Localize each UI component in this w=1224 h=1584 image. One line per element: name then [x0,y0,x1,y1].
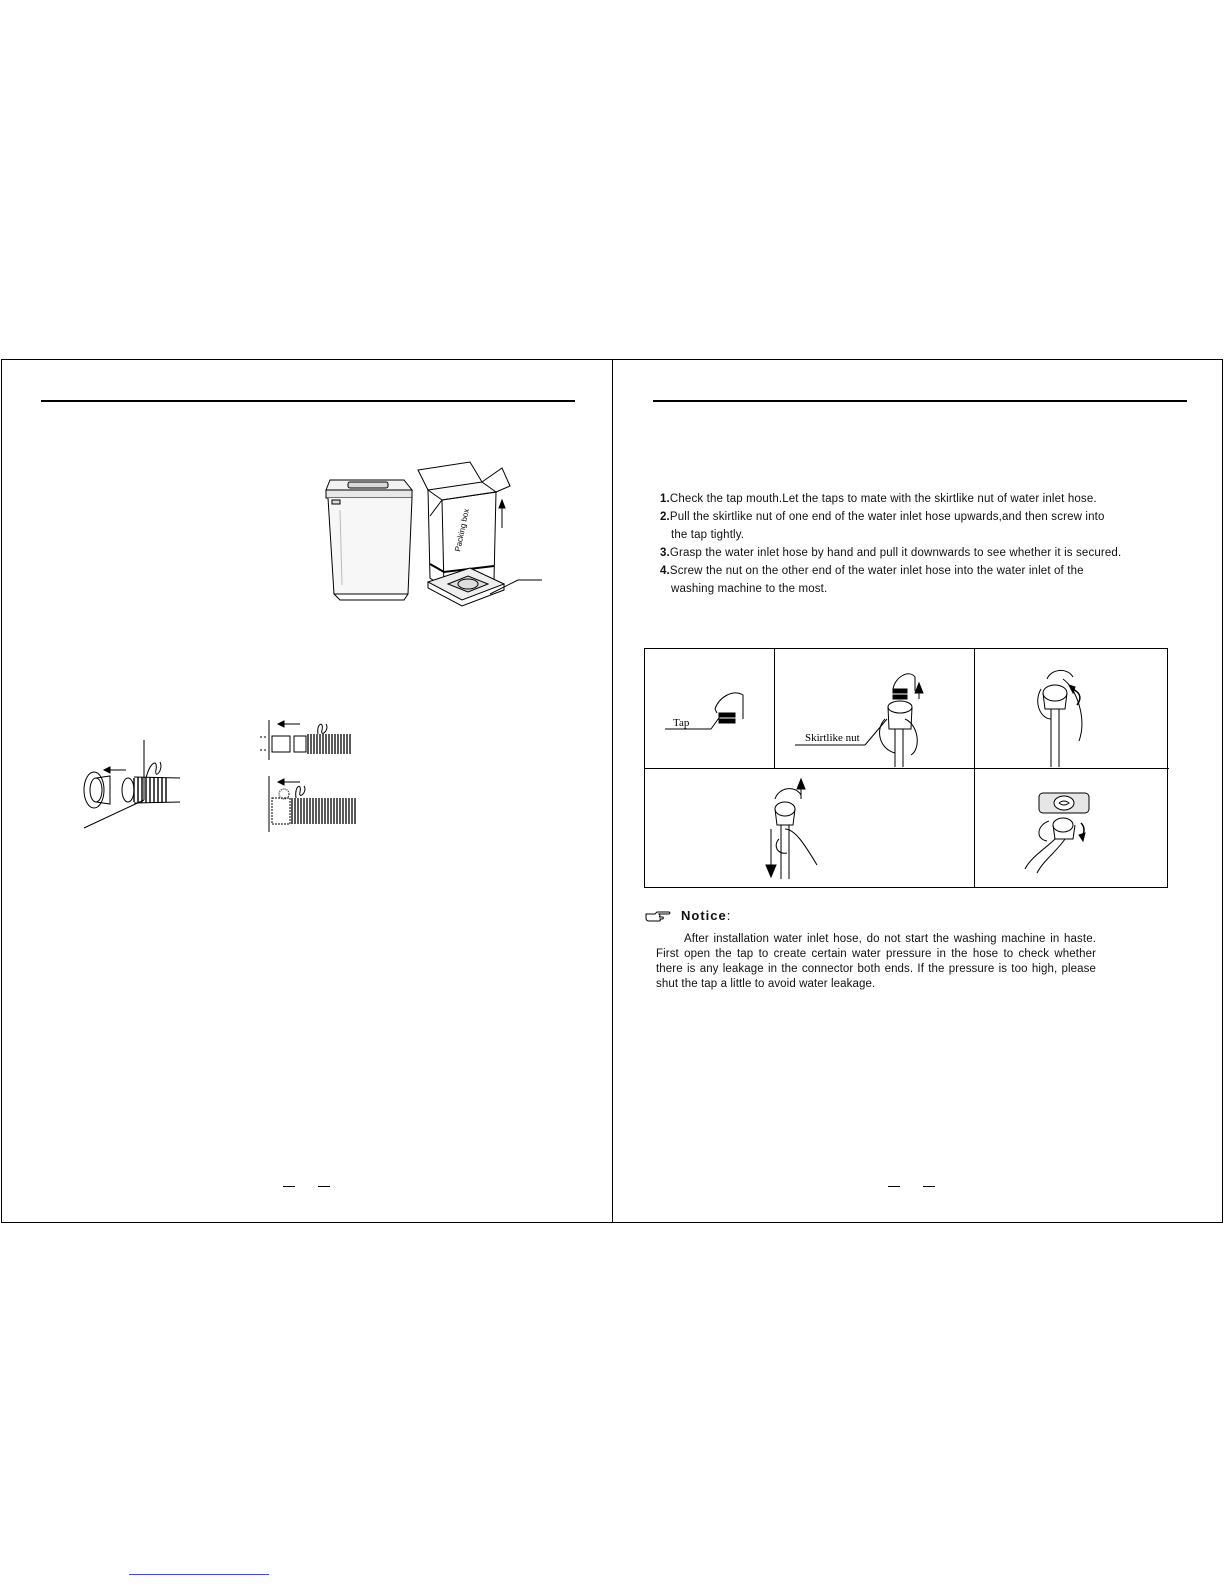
notice-heading: Notice: [645,908,730,923]
page-divider [612,359,613,1223]
drain-hose-connection-illustration [80,740,200,840]
installation-diagram-grid [644,648,1168,888]
diagram-cell-machine-inlet [975,769,1169,887]
diagram-cell-skirtlike-nut [775,649,975,769]
right-page-number-marks [888,1186,938,1198]
screw-tap-icon [975,649,1169,769]
notice-body: After installation water inlet hose, do not start the washing machine in haste. First open the tap to create certain water pressure in the hose to check whether there is any leakage in the connector both ends. If the pressure is too high, please shut the tap a little to avoid water leakage. [656,933,1096,990]
left-page-number-marks [283,1186,333,1198]
pointing-hand-icon [645,911,671,923]
svg-text:Tap: Tap [673,717,690,729]
packing-box-label: Packing box [453,507,472,553]
step-4: 4.Screw the nut on the other end of the water inlet hose into the water inlet of the washing machine to the most. [660,565,1084,595]
right-header-rule [653,400,1187,402]
diagram-cell-pull-test [645,769,975,887]
step-3: 3.Grasp the water inlet hose by hand and pull it downwards to see whether it is secured. [660,547,1122,559]
machine-inlet-icon [975,769,1169,887]
unpacking-illustration [320,460,550,615]
step-2: 2.Pull the skirtlike nut of one end of the water inlet hose upwards,and then screw into the tap tightly. [660,511,1105,541]
step-1: 1.Check the tap mouth.Let the taps to mate with the skirtlike nut of water inlet hose. [660,493,1097,505]
diagram-cell-screw-tap [975,649,1169,769]
bottom-link-underline[interactable] [129,1574,269,1575]
svg-text:Skirtlike nut: Skirtlike nut [805,732,860,744]
skirtlike-nut-icon [775,649,975,769]
pull-test-icon [645,769,975,887]
installation-steps [660,490,1170,598]
drain-hose-detail-illustration [260,720,370,835]
tap-icon [645,649,775,769]
left-header-rule [41,400,575,402]
diagram-cell-tap [645,649,775,769]
